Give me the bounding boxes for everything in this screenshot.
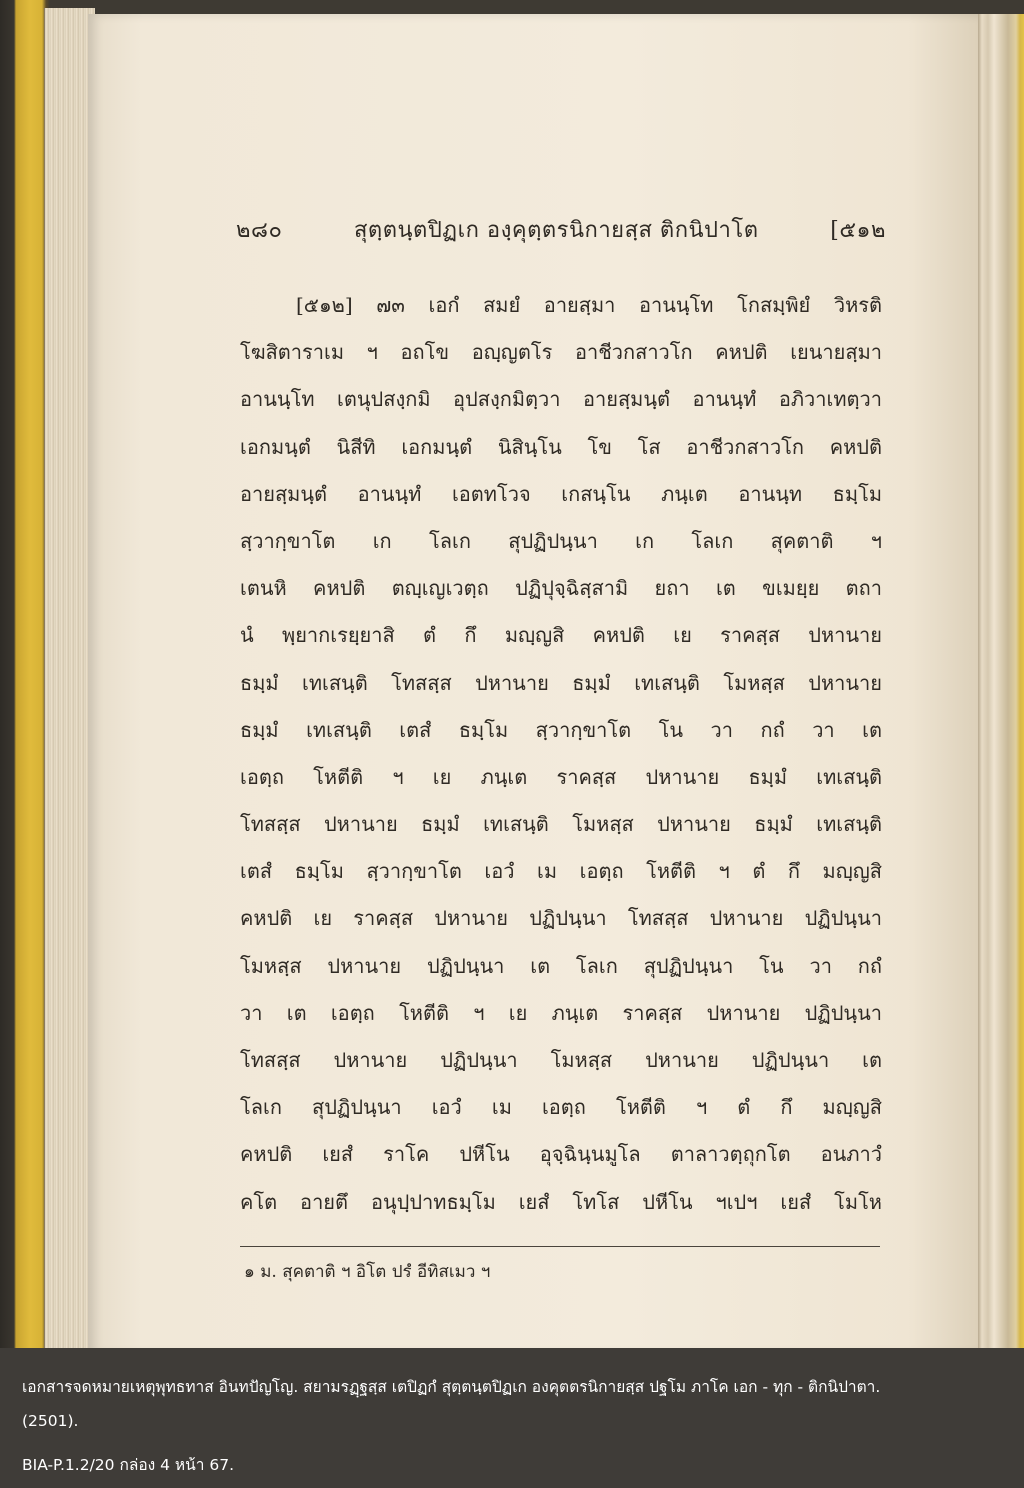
caption-archive-id: BIA-P.1.2/20 กล่อง 4 หน้า 67. — [22, 1456, 235, 1474]
text-line: อานนฺโท เตนุปสงฺกมิ อุปสงฺกมิตฺวา อายสฺมนฺตํ อานนฺทํ อภิวาเทตฺวา — [240, 387, 882, 412]
text-line: สฺวากฺขาโต เก โลเก สุปฏิปนฺนา เก โลเก สุคตาติ ฯ — [240, 528, 882, 553]
text-line: เตสํ ธมฺโม สฺวากฺขาโต เอวํ เม เอตฺถ โหตีติ ฯ ตํ กึ มญฺญสิ — [240, 859, 882, 884]
text-line: โลเก สุปฏิปนฺนา เอวํ เม เอตฺถ โหตีติ ฯ ตํ กึ มญฺญสิ — [240, 1095, 882, 1120]
body-text — [240, 282, 882, 1226]
text-line: โมหสฺส ปหานาย ปฏิปนฺนา เต โลเก สุปฏิปนฺนา โน วา กถํ — [240, 953, 882, 978]
footnote: ๑ ม. สุคตาติ ฯ อิโต ปรํ อีทิสเมว ฯ — [244, 1262, 491, 1282]
text-line: เอกมนฺตํ นิสีทิ เอกมนฺตํ นิสินฺโน โข โส อาชีวกสาวโก คหปติ — [240, 434, 882, 459]
facing-page-edge — [978, 14, 1024, 1348]
caption-year: (2501). — [22, 1412, 79, 1430]
text-line: โทสสฺส ปหานาย ปฏิปนฺนา โมหสฺส ปหานาย ปฏิปนฺนา เต — [240, 1048, 882, 1072]
caption-citation: เอกสารจดหมายเหตุพุทธทาส อินทปัญโญ. สยามรฏฺฐสฺส เตปิฏกํ สุตฺตนฺตปิฏเก องคุตตรนิกายสฺส ปฐโม ภาโค เอก - ทุก - ติกนิปาตา. — [22, 1378, 881, 1396]
page-header — [236, 212, 886, 252]
text-line: คโต อายตึ อนุปฺปาทธมฺโม เยสํ โทโส ปหีโน ฯเปฯ เยสํ โมโห — [240, 1189, 882, 1214]
text-line: อายสฺมนฺตํ อานนฺทํ เอตทโวจ เกสนฺโน ภนฺเต อานนฺท ธมฺโม — [240, 481, 882, 506]
running-title: สุตฺตนฺตปิฏเก องฺคุตฺตรนิกายสฺส ติกนิปาโต — [354, 218, 759, 243]
text-line: ธมฺมํ เทเสนฺติ โทสสฺส ปหานาย ธมฺมํ เทเสนฺติ โมหสฺส ปหานาย — [240, 670, 882, 695]
text-line: [๕๑๒] ๗๓ เอกํ สมยํ อายสฺมา อานนฺโท โกสมฺพิยํ วิหรติ — [296, 293, 882, 317]
footnote-divider — [240, 1246, 880, 1247]
text-line: โทสสฺส ปหานาย ธมฺมํ เทเสนฺติ โมหสฺส ปหานาย ธมฺมํ เทเสนฺติ — [240, 812, 882, 837]
text-line: เอตฺถ โหตีติ ฯ เย ภนฺเต ราคสฺส ปหานาย ธมฺมํ เทเสนฺติ — [240, 764, 882, 789]
text-line: โฆสิตาราเม ฯ อถโข อญฺญตโร อาชีวกสาวโก คหปติ เยนายสฺมา — [240, 340, 882, 365]
section-reference: [๕๑๒ — [830, 218, 886, 243]
text-line: เตนหิ คหปติ ตญฺเญเวตฺถ ปฏิปุจฺฉิสฺสามิ ยถา เต ขเมยฺย ตถา — [240, 576, 882, 601]
text-line: วา เต เอตฺถ โหตีติ ฯ เย ภนฺเต ราคสฺส ปหานาย ปฏิปนฺนา — [240, 1000, 882, 1025]
text-line: คหปติ เยสํ ราโค ปหีโน อุจฺฉินฺนมูโล ตาลาวตฺถุกโต อนภาวํ — [240, 1142, 882, 1167]
archive-caption — [0, 1348, 1024, 1488]
text-line: นํ พฺยากเรยฺยาสิ ตํ กึ มญฺญสิ คหปติ เย ราคสฺส ปหานาย — [240, 623, 882, 648]
page-number: ๒๘๐ — [236, 218, 283, 243]
text-line: ธมฺมํ เทเสนฺติ เตสํ ธมฺโม สฺวากฺขาโต โน วา กถํ วา เต — [240, 717, 882, 742]
text-line: คหปติ เย ราคสฺส ปหานาย ปฏิปนฺนา โทสสฺส ปหานาย ปฏิปนฺนา — [240, 906, 882, 931]
